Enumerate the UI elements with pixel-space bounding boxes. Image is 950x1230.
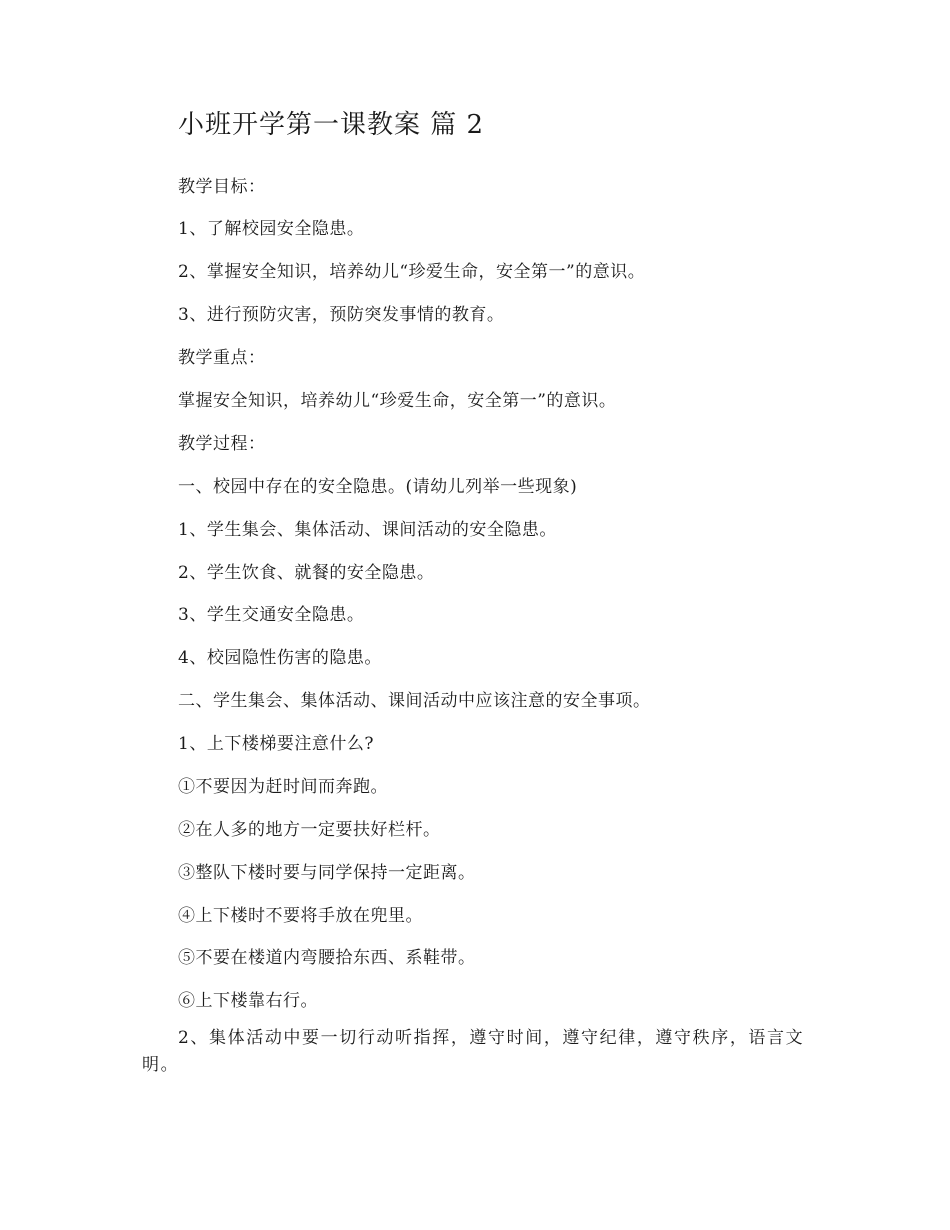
list-item: 1、上下楼梯要注意什么? [178,734,374,754]
list-item: 4、校园隐性伤害的隐患。 [178,648,382,668]
goal-item: 3、进行预防灾害，预防突发事情的教育。 [178,305,505,325]
section-heading-process: 教学过程： [178,434,266,454]
goal-item: 2、掌握安全知识，培养幼儿“珍爱生命，安全第一”的意识。 [178,262,646,282]
sub-list-item: ②在人多的地方一定要扶好栏杆。 [178,820,441,840]
list-item: 3、学生交通安全隐患。 [178,605,365,625]
list-item: 2、学生饮食、就餐的安全隐患。 [178,563,435,583]
sub-list-item: ④上下楼时不要将手放在兜里。 [178,906,423,926]
section-heading-goals: 教学目标： [178,177,266,197]
process-section-1: 一、校园中存在的安全隐患。(请幼儿列举一些现象) [178,477,578,497]
section-heading-focus: 教学重点： [178,348,266,368]
goal-item: 1、了解校园安全隐患。 [178,219,365,239]
document-title: 小班开学第一课教案 篇 2 [178,110,485,140]
sub-list-item: ⑥上下楼靠右行。 [178,991,318,1011]
paragraph-collective-activity: 2、集体活动中要一切行动听指挥，遵守时间，遵守纪律，遵守秩序，语言文明。 [142,1028,805,1075]
focus-text: 掌握安全知识，培养幼儿“珍爱生命，安全第一”的意识。 [178,391,617,411]
list-item: 1、学生集会、集体活动、课间活动的安全隐患。 [178,520,557,540]
sub-list-item: ⑤不要在楼道内弯腰拾东西、系鞋带。 [178,948,476,968]
sub-list-item: ③整队下楼时要与同学保持一定距离。 [178,863,476,883]
process-section-2: 二、学生集会、集体活动、课间活动中应该注意的安全事项。 [178,691,651,711]
sub-list-item: ①不要因为赶时间而奔跑。 [178,777,388,797]
